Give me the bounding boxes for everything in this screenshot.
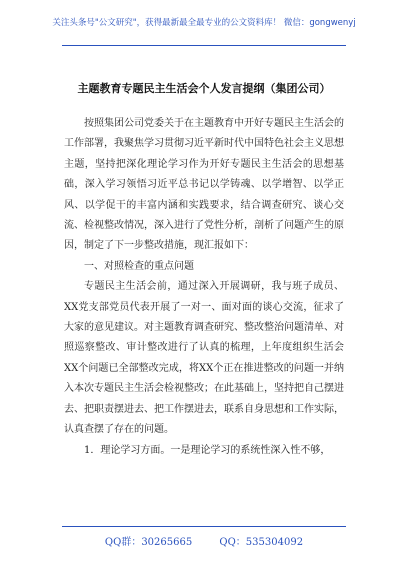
footer-qq: QQ：535304092 <box>219 537 304 548</box>
header-banner: 关注头条号"公文研究"，获得最新最全最专业的公文资料库！ 微信：gongwenyj <box>52 18 356 28</box>
intro-paragraph: 按照集团公司党委关于在主题教育中开好专题民主生活会的工作部署，我聚焦学习贯彻习近平新时代中国特色社会主义思想主题，坚持把深化理论学习作为开好专题民主生活会的思想基础，深入学习领悟习近平总书记以学铸魂、以学增智、以学正风、以学促干的丰富内涵和实践要求，结合调查研究、谈心交流、检视整改情况，深入进行了党性分析，剖析了问题产生的原因，制定了下一步整改措施，现汇报如下： <box>64 118 344 252</box>
section-paragraph-theory: 1．理论学习方面。一是理论学习的系统性深入性不够， <box>84 444 331 456</box>
footer <box>0 533 408 548</box>
section-paragraph: 专题民主生活会前，通过深入开展调研，我与班子成员、XX党支部党员代表开展了一对一、面对面的谈心交流，征求了大家的意见建议。对主题教育调查研究、整改整治问题清单、对照巡察整改、审计整改进行了认真的梳理，上年度组织生活会XX个问题已全部整改完成，将XX个正在推进整改的问题一并纳入本次专题民主生活会检视整改；在此基础上，坚持把自己摆进去、把职责摆进去、把工作摆进去，联系自身思想和工作实际，认真查摆了存在的问题。 <box>64 281 344 436</box>
document-body <box>64 114 344 461</box>
section-heading: 一、对照检查的重点问题 <box>84 260 194 272</box>
footer-divider <box>62 526 346 527</box>
header-divider <box>62 45 346 46</box>
document-title: 主题教育专题民主生活会个人发言提纲（集团公司） <box>77 82 331 95</box>
footer-qq-group: QQ群：30265665 <box>104 537 193 548</box>
